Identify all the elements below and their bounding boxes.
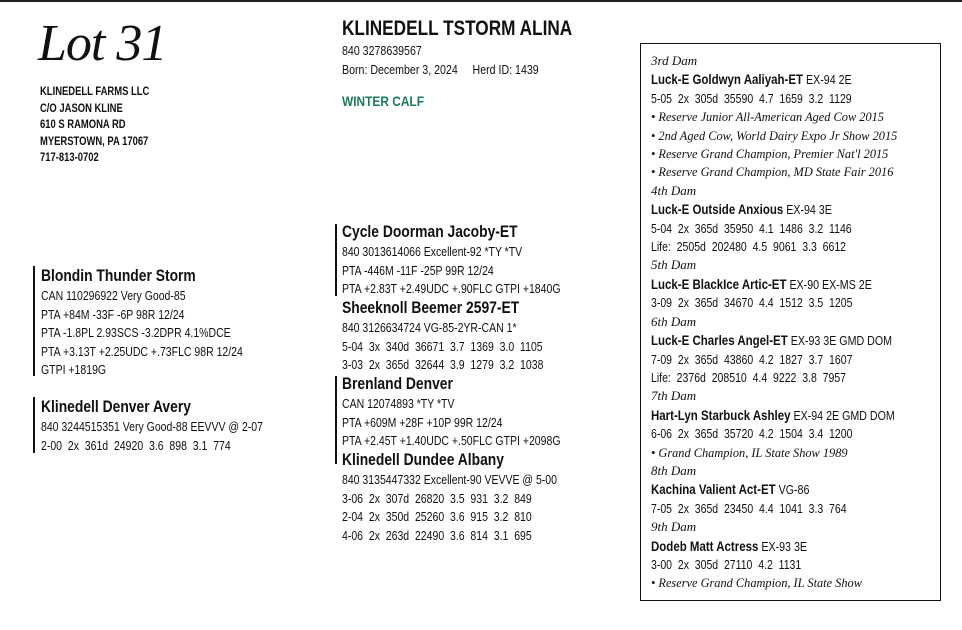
dam-line: 2-00 2x 361d 24920 3.6 898 3.1 774 (41, 438, 231, 453)
dam-production-record: 7-09 2x 365d 43860 4.2 1827 3.7 1607 (651, 352, 853, 367)
sire-line: PTA +3.13T +2.25UDC +.73FLC 98R 12/24 (41, 344, 243, 359)
dam-bracket (33, 397, 35, 453)
dam-generation-label: 3rd Dam (651, 53, 698, 68)
animal-registration: 840 3278639567 (342, 44, 422, 58)
animal-header (342, 16, 623, 109)
sire-line: GTPI +1819G (41, 363, 107, 377)
sire-sire-line: 840 3013614066 Excellent-92 *TY *TV (342, 245, 523, 259)
dam-show-note: • Grand Champion, IL State Show 1989 (651, 444, 848, 460)
sire-dam-line: 840 3126634724 VG-85-2YR-CAN 1* (342, 321, 517, 335)
consignor-city: MYERSTOWN, PA 17067 (40, 135, 149, 148)
consignor-street: 610 S RAMONA RD (40, 119, 126, 131)
dam-classification: VG-86 (778, 482, 810, 498)
dam-block (41, 397, 305, 455)
dam-name-text: Luck-E BlackIce Artic-ET (651, 275, 787, 292)
sire-line: CAN 110296922 Very Good-85 (41, 289, 186, 303)
dam-sire-bracket (335, 376, 337, 464)
sire-line: PTA +84M -33F -6P 98R 12/24 (41, 307, 185, 322)
dam-sire-line: PTA +609M +28F +10P 99R 12/24 (342, 415, 503, 430)
dam-dam-line: 840 3135447332 Excellent-90 VEVVE @ 5-00 (342, 473, 557, 487)
sire-line: PTA -1.8PL 2.93SCS -3.2DPR 4.1%DCE (41, 326, 231, 340)
top-rule (0, 0, 962, 2)
dam-show-note: • Reserve Grand Champion, IL State Show (651, 575, 862, 591)
dam-generation-label: 7th Dam (651, 388, 697, 404)
dam-generation-name (651, 537, 885, 556)
dam-show-note: • Reserve Grand Champion, Premier Nat'l 2015 (651, 146, 889, 162)
dam-classification: EX-90 EX-MS 2E (789, 276, 872, 292)
dam-generation-name (651, 406, 895, 425)
sire-sire-bracket (335, 224, 337, 296)
sire-block (41, 266, 281, 380)
dam-dam-block (342, 450, 598, 545)
lot-number: Lot 31 (38, 15, 167, 72)
dam-dam-name: Klinedell Dundee Albany (342, 451, 504, 469)
dam-generation-name (651, 480, 885, 499)
dam-production-record: 7-05 2x 365d 23450 4.4 1041 3.3 764 (651, 501, 847, 516)
dam-show-note: • 2nd Aged Cow, World Dairy Expo Jr Show 2015 (651, 127, 898, 143)
dam-show-note: • Reserve Junior All-American Aged Cow 2015 (651, 109, 884, 125)
dam-classification: EX-94 3E (786, 202, 832, 218)
sire-sire-line: PTA -446M -11F -25P 99R 12/24 (342, 263, 494, 278)
consignor-phone: 717-813-0702 (40, 152, 99, 164)
sire-sire-name: Cycle Doorman Jacoby-ET (342, 223, 518, 241)
dam-name-text: Dodeb Matt Actress (651, 537, 759, 554)
dam-classification: EX-94 2E (806, 72, 852, 88)
sire-name: Blondin Thunder Storm (41, 267, 196, 285)
dam-production-record: 5-04 2x 365d 35950 4.1 1486 3.2 1146 (651, 221, 852, 236)
dam-generation-label: 4th Dam (651, 182, 697, 198)
dam-dam-line: 2-04 2x 350d 25260 3.6 915 3.2 810 (342, 510, 532, 524)
dam-generation-label: 5th Dam (651, 257, 697, 273)
dam-generation-label: 6th Dam (651, 313, 697, 329)
sire-dam-line: 5-04 3x 340d 36671 3.7 1369 3.0 1105 (342, 339, 543, 354)
dam-name-text: Luck-E Goldwyn Aaliyah-ET (651, 71, 804, 88)
sire-bracket (33, 266, 35, 376)
sire-dam-line: 3-03 2x 365d 32644 3.9 1279 3.2 1038 (342, 358, 544, 372)
dam-production-record: 3-09 2x 365d 34670 4.4 1512 3.5 1205 (651, 296, 853, 311)
dam-line: 840 3244515351 Very Good-88 EEVVV @ 2-07 (41, 420, 263, 434)
dam-classification: EX-94 2E GMD DOM (793, 407, 895, 423)
dam-classification: EX-93 3E (761, 538, 807, 554)
maternal-lineage-list (651, 52, 936, 593)
dam-name-text: Luck-E Outside Anxious (651, 201, 784, 218)
animal-born-herd: Born: December 3, 2024 Herd ID: 1439 (342, 63, 539, 77)
dam-classification: EX-93 3E GMD DOM (790, 333, 893, 349)
dam-production-record: Life: 2505d 202480 4.5 9061 3.3 6612 (651, 240, 847, 255)
dam-generation-label: 9th Dam (651, 519, 697, 535)
dam-sire-line: PTA +2.45T +1.40UDC +.50FLC GTPI +2098G (342, 434, 561, 448)
dam-dam-line: 4-06 2x 263d 22490 3.6 814 3.1 695 (342, 528, 532, 543)
dam-production-record: 6-06 2x 365d 35720 4.2 1504 3.4 1200 (651, 427, 853, 442)
dam-sire-name: Brenland Denver (342, 375, 453, 393)
dam-dam-line: 3-06 2x 307d 26820 3.5 931 3.2 849 (342, 491, 532, 506)
dam-generation-name (651, 275, 885, 294)
animal-name: KLINEDELL TSTORM ALINA (342, 17, 573, 40)
dam-generation-name (651, 331, 893, 350)
dam-sire-line: CAN 12074893 *TY *TV (342, 397, 455, 411)
sire-dam-block (342, 298, 582, 375)
consignor-farm: KLINEDELL FARMS LLC (40, 86, 150, 98)
dam-generation-name (651, 70, 885, 89)
dam-name: Klinedell Denver Avery (41, 398, 191, 416)
sire-sire-line: PTA +2.83T +2.49UDC +.90FLC GTPI +1840G (342, 282, 561, 296)
sire-dam-name: Sheeknoll Beemer 2597-ET (342, 299, 520, 317)
dam-generation-label: 8th Dam (651, 462, 697, 478)
animal-class: WINTER CALF (342, 93, 424, 109)
dam-production-record: 3-00 2x 305d 27110 4.2 1131 (651, 557, 802, 572)
consignor-contact: C/O JASON KLINE (40, 102, 123, 115)
dam-show-note: • Reserve Grand Champion, MD State Fair 2016 (651, 164, 894, 180)
consignor-address (40, 84, 149, 167)
sire-sire-block (342, 222, 602, 299)
dam-name-text: Hart-Lyn Starbuck Ashley (651, 406, 791, 423)
dam-production-record: Life: 2376d 208510 4.4 9222 3.8 7957 (651, 370, 847, 385)
dam-generation-name (651, 200, 885, 219)
dam-production-record: 5-05 2x 305d 35590 4.7 1659 3.2 1129 (651, 91, 852, 106)
dam-name-text: Kachina Valient Act-ET (651, 481, 776, 498)
dam-sire-block (342, 374, 602, 451)
dam-name-text: Luck-E Charles Angel-ET (651, 332, 788, 349)
